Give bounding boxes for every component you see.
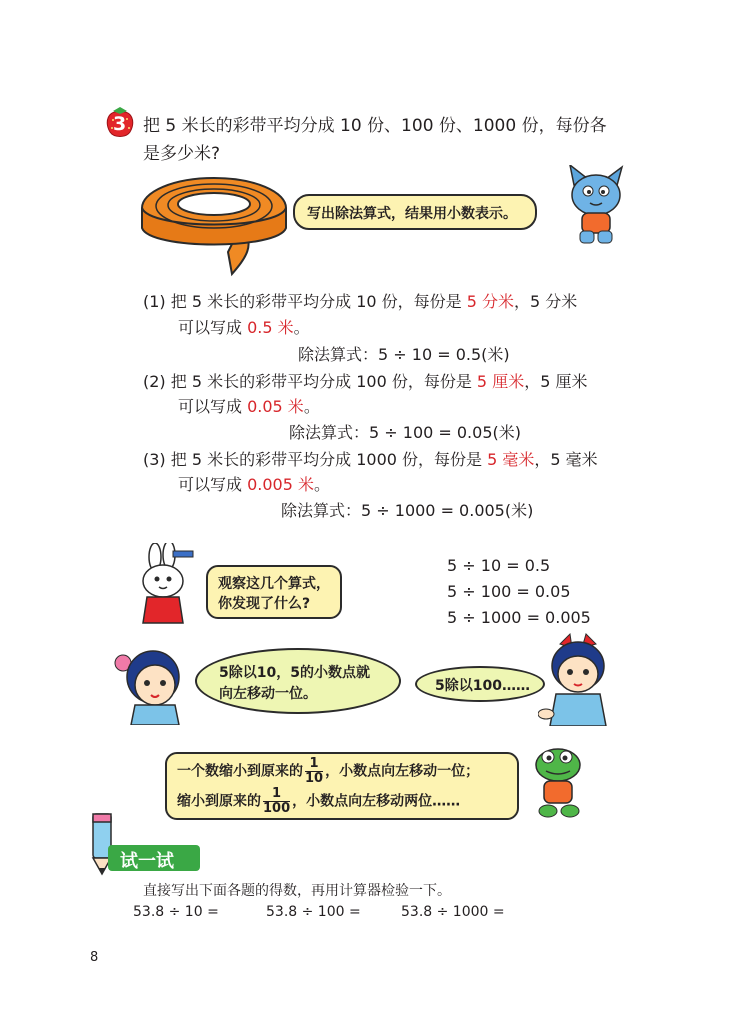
equation-2: 5 ÷ 100 = 0.05 [447, 582, 571, 601]
cat-character [560, 165, 630, 247]
rabbit-bubble-line-1: 观察这几个算式， [218, 576, 330, 592]
part-2-line-2: 可以写成 0.05 米。 [178, 397, 320, 416]
problem-line-1: 把 5 米长的彩带平均分成 10 份、100 份、1000 份，每份各 [143, 116, 607, 136]
part-1-decimal: 0.5 米 [247, 318, 294, 337]
exercise-3: 53.8 ÷ 1000 = [401, 904, 505, 920]
problem-number: 3 [113, 113, 127, 135]
girl-cloud-line-1: 5除以10，5的小数点就 [219, 665, 370, 681]
part-3-line-2: 可以写成 0.005 米。 [178, 475, 331, 494]
part-1-line-2: 可以写成 0.5 米。 [178, 318, 310, 337]
try-section-banner [108, 845, 200, 871]
ribbon-roll-illustration [140, 168, 290, 278]
rabbit-bubble-line-2: 你发现了什么? [218, 596, 311, 612]
page-number: 8 [90, 950, 99, 965]
part-3-label: (3) [143, 450, 166, 469]
part-1-formula: 除法算式：5 ÷ 10 = 0.5(米) [298, 345, 510, 364]
girl-cloud-line-2: 向左移动一位。 [219, 686, 317, 702]
cat-hint-text: 写出除法算式，结果用小数表示。 [307, 206, 517, 222]
frog-rule-bubble [165, 752, 519, 820]
girl-right-cloud-text: 5除以100…… [435, 678, 530, 694]
part-1-answer: 5 分米 [466, 292, 515, 311]
try-section-title: 试一试 [120, 851, 174, 872]
exercise-1: 53.8 ÷ 10 = [133, 904, 219, 920]
girl-right-character [538, 630, 618, 726]
part-2-answer: 5 厘米 [476, 372, 525, 391]
part-2-formula: 除法算式：5 ÷ 100 = 0.05(米) [289, 423, 521, 442]
girl-right-cloud [415, 666, 545, 702]
part-2-label: (2) [143, 372, 166, 391]
part-2-line-1: (2) 把 5 米长的彩带平均分成 100 份，每份是 5 厘米，5 厘米 [143, 372, 588, 391]
frog-bubble-line-1: 一个数缩小到原来的 $\frac{1}{10}$ ，小数点向左移动一位； [177, 756, 480, 786]
exercise-2: 53.8 ÷ 100 = [266, 904, 361, 920]
fraction-one-tenth: $\frac{1}{10}$ [305, 756, 324, 786]
part-1-label: (1) [143, 292, 166, 311]
part-3-formula: 除法算式：5 ÷ 1000 = 0.005(米) [281, 501, 534, 520]
equation-3: 5 ÷ 1000 = 0.005 [447, 608, 591, 627]
rabbit-character [135, 543, 201, 625]
girl-left-character [113, 645, 193, 725]
problem-line-2: 是多少米? [143, 144, 221, 164]
part-1-line-1: (1) 把 5 米长的彩带平均分成 10 份，每份是 5 分米，5 分米 [143, 292, 578, 311]
part-3-decimal: 0.005 米 [247, 475, 314, 494]
part-2-decimal: 0.05 米 [247, 397, 304, 416]
problem-number-badge [104, 106, 136, 140]
rabbit-question-bubble [206, 565, 342, 619]
equation-1: 5 ÷ 10 = 0.5 [447, 556, 551, 575]
try-instruction: 直接写出下面各题的得数，再用计算器检验一下。 [143, 883, 451, 899]
cat-hint-bubble [293, 194, 537, 230]
girl-left-cloud [195, 648, 401, 714]
part-3-answer: 5 毫米 [487, 450, 535, 469]
part-3-line-1: (3) 把 5 米长的彩带平均分成 1000 份，每份是 5 毫米，5 毫米 [143, 450, 598, 469]
frog-bubble-line-2: 缩小到原来的 $\frac{1}{100}$ ，小数点向左移动两位…… [177, 786, 461, 816]
frog-character [528, 745, 588, 819]
fraction-one-hundredth: $\frac{1}{100}$ [263, 786, 291, 816]
